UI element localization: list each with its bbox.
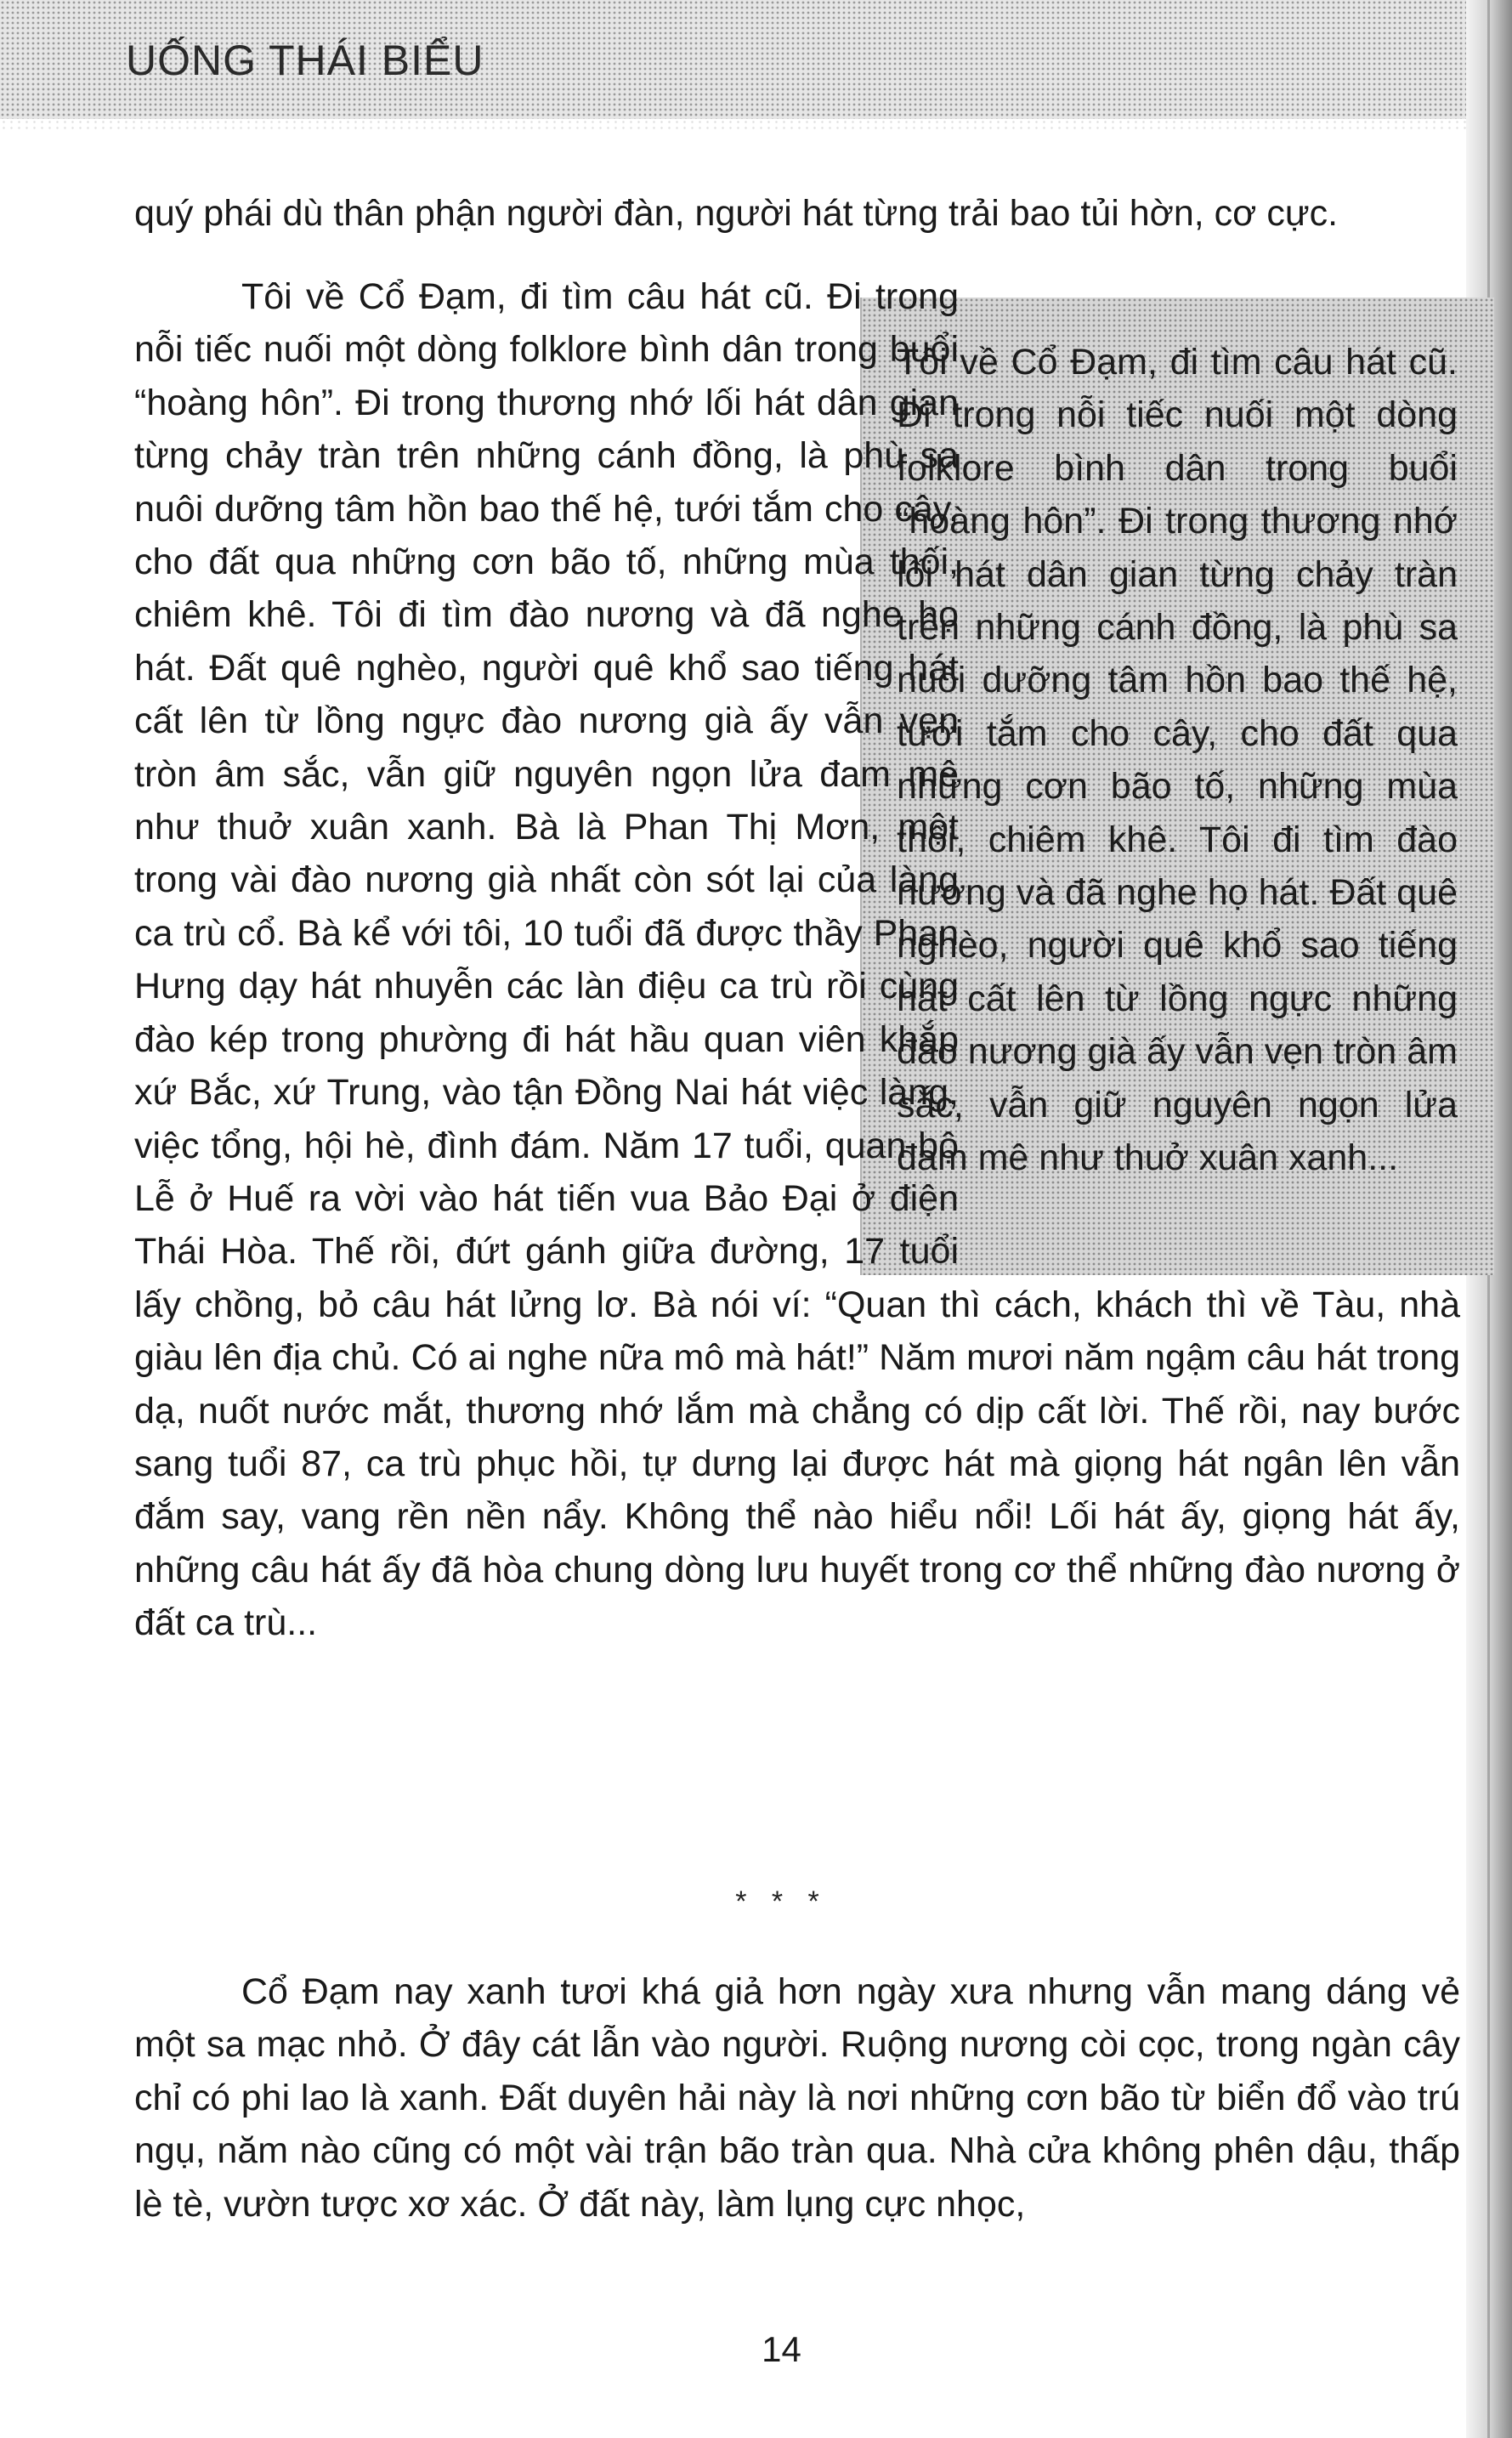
- running-head: UỐNG THÁI BIỂU: [126, 37, 484, 84]
- pull-quote-text: Tôi về Cổ Đạm, đi tìm câu hát cũ. Đi trong nỗi tiếc nuối một dòng folklore bình dân trong buổi “hoàng hôn”. Đi trong thương nhớ lối hát dân gian từng chảy tràn trên những cánh đồng, là phù sa nuôi dưỡng tâm hồn bao thế hệ, tưới tắm cho cây, cho đất qua những cơn bão tố, những mùa thối, chiêm khê. Tôi đi tìm đào nương và đã nghe họ hát. Đất quê nghèo, người quê khổ sao tiếng hát cất lên từ lồng ngực những đào nương già ấy vẫn vẹn tròn âm sắc, vẫn giữ nguyên ngọn lửa đam mê như thuở xuân xanh...: [897, 342, 1458, 1179]
- header-band: [0, 0, 1466, 119]
- main-paragraph: Tôi về Cổ Đạm, đi tìm câu hát cũ. Đi trong nỗi tiếc nuối một dòng folklore bình dân trong buổi “hoàng hôn”. Đi trong thương nhớ lối hát dân gian từng chảy tràn trên những cánh đồng, là phù sa nuôi dưỡng tâm hồn bao thế hệ, tưới tắm cho cây, cho đất qua những cơn bão tố, những mùa thối, chiêm khê. Tôi đi tìm đào nương và đã nghe họ hát. Đất quê nghèo, người quê khổ sao tiếng hát cất lên từ lồng ngực đào nương già ấy vẫn vẹn tròn âm sắc, vẫn giữ nguyên ngọn lửa đam mê như thuở xuân xanh. Bà là Phan Thị Mơn, một trong vài đào nương già nhất còn sót lại của làng ca trù cổ. Bà kể với tôi, 10 tuổi đã được thầy Phan Hưng dạy hát nhuyễn các làn điệu ca trù rồi cùng đào kép trong phường đi hát hầu quan viên khắp xứ Bắc, xứ Trung, vào tận Đồng Nai hát việc làng, việc tổng, hội hè, đình đám. Năm 17 tuổi, quan bộ Lễ ở Huế ra vời vào hát tiến vua Bảo Đại ở điện Thái Hòa. Thế rồi, đứt gánh giữa đường, 17 tuổi lấy chồng, bỏ câu hát lửng lơ. Bà nói ví: “Quan thì cách, khách thì về Tàu, nhà giàu lên địa chủ. Có ai nghe nữa mô mà hát!” Năm mươi năm ngậm câu hát trong dạ, nuốt nước mắt, thương nhớ lắm mà chẳng có dịp cất lời. Thế rồi, nay bước sang tuổi 87, ca trù phục hồi, tự dưng lại được hát mà giọng hát ngân lên vẫn đắm say, vang rền nền nẩy. Không thể nào hiểu nổi! Lối hát ấy, giọng hát ấy, những câu hát ấy đã hòa chung dòng lưu huyết trong cơ thể những đào nương ở đất ca trù...: [134, 276, 1460, 1644]
- section-separator: * * *: [735, 1885, 828, 1918]
- page-number: 14: [762, 2329, 801, 2369]
- closing-paragraph: Cổ Đạm nay xanh tươi khá giả hơn ngày xưa nhưng vẫn mang dáng vẻ một sa mạc nhỏ. Ở đây cát lẫn vào người. Ruộng nương còi cọc, trong ngàn cây chỉ có phi lao là xanh. Đất duyên hải này là nơi những cơn bão từ biển đổ vào trú ngụ, năm nào cũng có một vài trận bão tràn qua. Nhà cửa không phên dậu, thấp lè tè, vườn tược xơ xác. Ở đất này, làm lụng cực nhọc,: [134, 1971, 1460, 2225]
- continuation-paragraph: quý phái dù thân phận người đàn, người hát từng trải bao tủi hờn, cơ cực.: [134, 193, 1339, 234]
- closing-paragraph-block: [134, 1965, 1460, 2231]
